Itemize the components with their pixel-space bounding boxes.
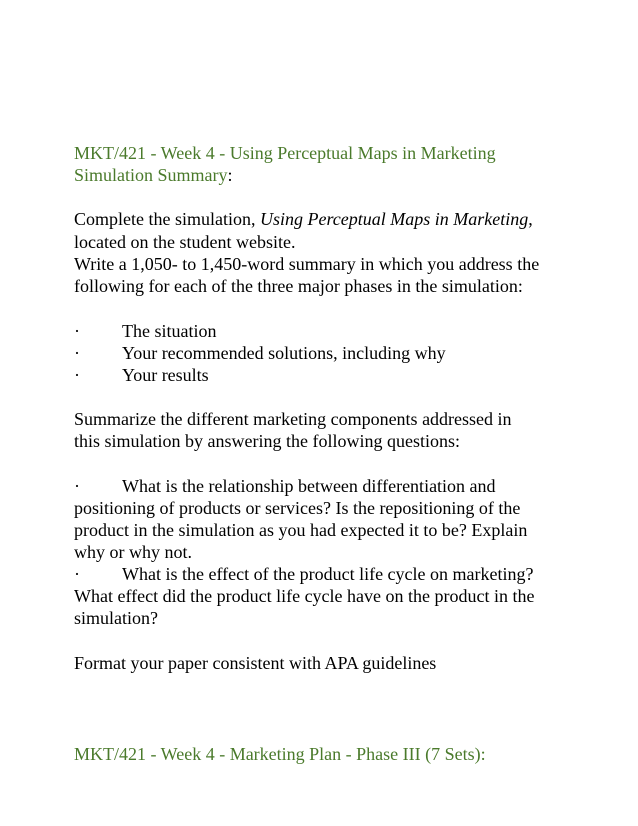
bullet-text: Your recommended solutions, including why [122,343,446,363]
section-heading-line-1: MKT/421 - Week 4 - Using Perceptual Maps in Marketing [74,143,496,163]
simulation-title: Using Perceptual Maps in Marketing [259,209,529,229]
question-1-line-4: why or why not. [74,542,192,562]
section-heading-colon: : [227,165,233,185]
bullet-marker: · [74,343,80,363]
question-2-line-3: simulation? [74,608,158,628]
bullet-text: The situation [122,321,217,341]
instructions-pre: Complete the simulation, [74,209,260,229]
question-text: What is the effect of the product life cycle on marketing? [122,564,534,584]
bullet-marker: · [74,321,80,341]
summary-prompt-line-1: Summarize the different marketing components addressed in [74,409,512,429]
question-2-line-2: What effect did the product life cycle have on the product in the [74,586,535,606]
instructions-line-3: Write a 1,050- to 1,450-word summary in which you address the [74,254,540,274]
bullet-marker: · [74,564,80,584]
section-heading-line-2 [74,164,233,187]
bullet-marker: · [74,365,80,385]
section-2-heading: MKT/421 - Week 4 - Marketing Plan - Phase III (7 Sets): [74,744,486,764]
bullet-text: Your results [122,365,209,385]
instructions-post: , [528,209,533,229]
question-1-line-1 [74,475,574,497]
summary-prompt-line-2: this simulation by answering the following questions: [74,431,460,451]
instructions-line-4: following for each of the three major phases in the simulation: [74,276,523,296]
question-1-line-3: product in the simulation as you had expected it to be? Explain [74,520,528,540]
list-item [74,320,574,342]
question-text: What is the relationship between differentiation and [122,476,496,496]
question-1-line-2: positioning of products or services? Is the repositioning of the [74,498,521,518]
bullet-marker: · [74,476,80,496]
list-item [74,342,574,364]
instructions-line-1 [74,208,533,231]
instructions-line-2: located on the student website. [74,232,296,252]
question-2-line-1 [74,563,574,585]
list-item [74,364,574,386]
format-instruction: Format your paper consistent with APA guidelines [74,653,437,673]
section-heading-text: Simulation Summary [74,165,228,185]
